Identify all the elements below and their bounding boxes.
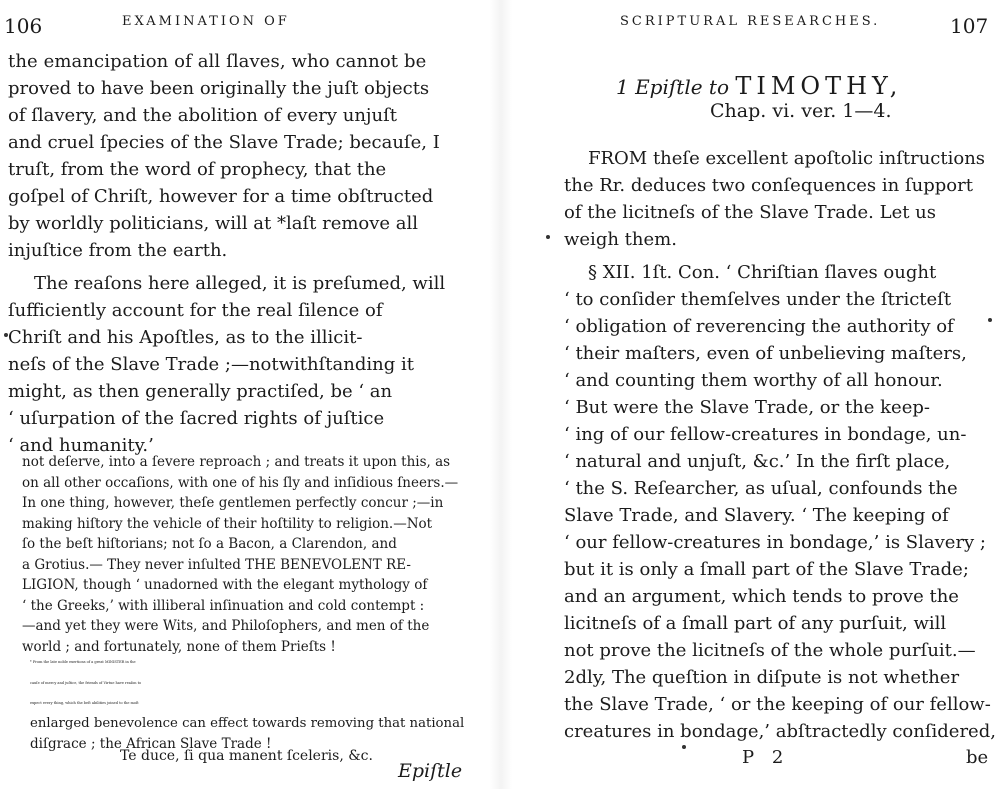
text-line: ‘ and humanity.’ (8, 435, 154, 456)
text-line: The reaſons here alleged, it is preſumed, will (34, 273, 446, 294)
left-page (0, 0, 470, 789)
footnote-line: not deſerve, into a ſevere reproach ; and treats it upon this, as (22, 454, 451, 470)
footnote-line: —and yet they were Wits, and Philoſophers, and men of the (22, 618, 430, 634)
star-footnote (30, 652, 464, 755)
left-catchword: Epiſtle (398, 760, 463, 782)
text-line: weigh them. (564, 229, 677, 250)
text-line: the emancipation of all ſlaves, who cannot be (8, 51, 427, 72)
text-line: ‘ But were the Slave Trade, or the keep- (564, 397, 930, 418)
book-gutter (490, 0, 512, 789)
text-line: proved to have been originally the juſt objects (8, 78, 430, 99)
margin-mark (546, 235, 550, 239)
footnote-line: LIGION, though ‘ unadorned with the elegant mythology of (22, 577, 428, 593)
text-line: of the licitneſs of the Slave Trade. Let us (564, 202, 937, 223)
text-line: the Rr. deduces two conſequences in ſupport (564, 175, 973, 196)
text-line: ‘ and counting them worthy of all honour. (564, 370, 943, 391)
footnote-line: In one thing, however, theſe gentlemen perfectly concur ;—in (22, 495, 444, 511)
footnote-line: ſo the beſt hiſtorians; not ſo a Bacon, a Clarendon, and (22, 536, 397, 552)
text-line: ‘ their maſters, even of unbelieving maſters, (564, 343, 967, 364)
text-line: by worldly politicians, will at *laſt remove all (8, 213, 419, 234)
margin-mark (4, 333, 8, 337)
text-line: FROM theſe excellent apoſtolic inſtructions (588, 148, 986, 169)
text-line: ‘ obligation of reverencing the authority of (564, 316, 954, 337)
section-title (616, 72, 902, 100)
footnote (22, 452, 458, 657)
right-catchword: be (966, 747, 989, 768)
title-prefix: 1 Epiſtle to (616, 75, 729, 99)
text-line: goſpel of Chriſt, however for a time obſtructed (8, 186, 434, 207)
footnote-line: world ; and fortunately, none of them Prieſts ! (22, 638, 336, 655)
signature-mark: P 2 (742, 747, 790, 768)
text-line: ‘ natural and unjuſt, &c.’ In the firſt place, (564, 451, 951, 472)
right-running-head: SCRIPTURAL RESEARCHES. (620, 14, 881, 29)
text-line: ſufficiently account for the real ſilence of (8, 300, 383, 321)
text-line: not prove the licitneſs of the whole purſuit.— (564, 640, 976, 661)
left-page-number: 106 (4, 14, 43, 38)
footnote-line: enlarged benevolence can effect towards removing that national (30, 715, 465, 731)
footnote-line: a Grotius.— They never inſulted THE BENEVOLENT RE- (22, 556, 411, 573)
right-body-text (564, 145, 996, 745)
text-line: might, as then generally practiſed, be ‘ an (8, 381, 393, 402)
text-line: Slave Trade, and Slavery. ‘ The keeping of (564, 505, 949, 526)
text-line: but it is only a ſmall part of the Slave Trade; (564, 559, 969, 580)
footnote-line: ‘ the Greeks,’ with illiberal inſinuation and cold contempt : (22, 597, 425, 614)
text-line: 2dly, The queſtion in diſpute is not whether (564, 667, 960, 688)
footnote-line: cauſe of mercy and juſtice, the friends of Virtue have reaſon to (30, 680, 142, 685)
footnote-line: on all other occaſions, with one of his ſly and inſidious ſneers.— (22, 474, 459, 491)
text-line: licitneſs of a ſmall part of any purſuit, will (564, 613, 947, 634)
text-line: neſs of the Slave Trade ;—notwithſtanding it (8, 354, 414, 375)
text-line: Chriſt and his Apoſtles, as to the illicit- (8, 327, 363, 348)
right-page (530, 0, 1000, 789)
margin-mark (988, 318, 992, 322)
left-body-text (8, 48, 445, 459)
margin-mark (682, 745, 686, 749)
left-running-head: EXAMINATION OF (122, 14, 290, 29)
section-subtitle: Chap. vi. ver. 1—4. (710, 100, 892, 122)
text-line: § XII. 1ſt. Con. ‘ Chriſtian ſlaves ought (588, 262, 937, 283)
text-line: ‘ our fellow-creatures in bondage,’ is Slavery ; (564, 532, 986, 553)
text-line: and cruel ſpecies of the Slave Trade; becauſe, I (8, 132, 440, 153)
text-line: ‘ the S. Reſearcher, as uſual, confounds the (564, 478, 958, 499)
footnote-line: diſgrace ; the African Slave Trade ! (30, 736, 272, 752)
text-line: ‘ to conſider themſelves under the ſtricteſt (564, 289, 952, 310)
text-line: the Slave Trade, ‘ or the keeping of our fellow- (564, 694, 991, 715)
text-line: and an argument, which tends to prove the (564, 586, 959, 607)
latin-motto: Te duce, ſi qua manent ſceleris, &c. (120, 748, 373, 764)
right-page-number: 107 (950, 14, 989, 38)
text-line: ‘ ing of our fellow-creatures in bondage, un- (564, 424, 967, 445)
footnote-line: * From the late noble exertions of a great MINISTER in the (30, 660, 136, 664)
text-line: ‘ uſurpation of the ſacred rights of juſtice (8, 408, 385, 429)
text-line: truſt, from the word of prophecy, that the (8, 159, 387, 180)
title-name: TIMOTHY, (735, 72, 903, 100)
footnote-line: making hiſtory the vehicle of their hoſtility to religion.—Not (22, 515, 433, 532)
text-line: creatures in bondage,’ abſtractedly conſidered, (564, 721, 996, 742)
footnote-line: expect every thing, which the beſt abilities joined to the moſt (30, 701, 139, 705)
text-line: injuſtice from the earth. (8, 240, 228, 261)
text-line: of ſlavery, and the abolition of every unjuſt (8, 105, 397, 126)
